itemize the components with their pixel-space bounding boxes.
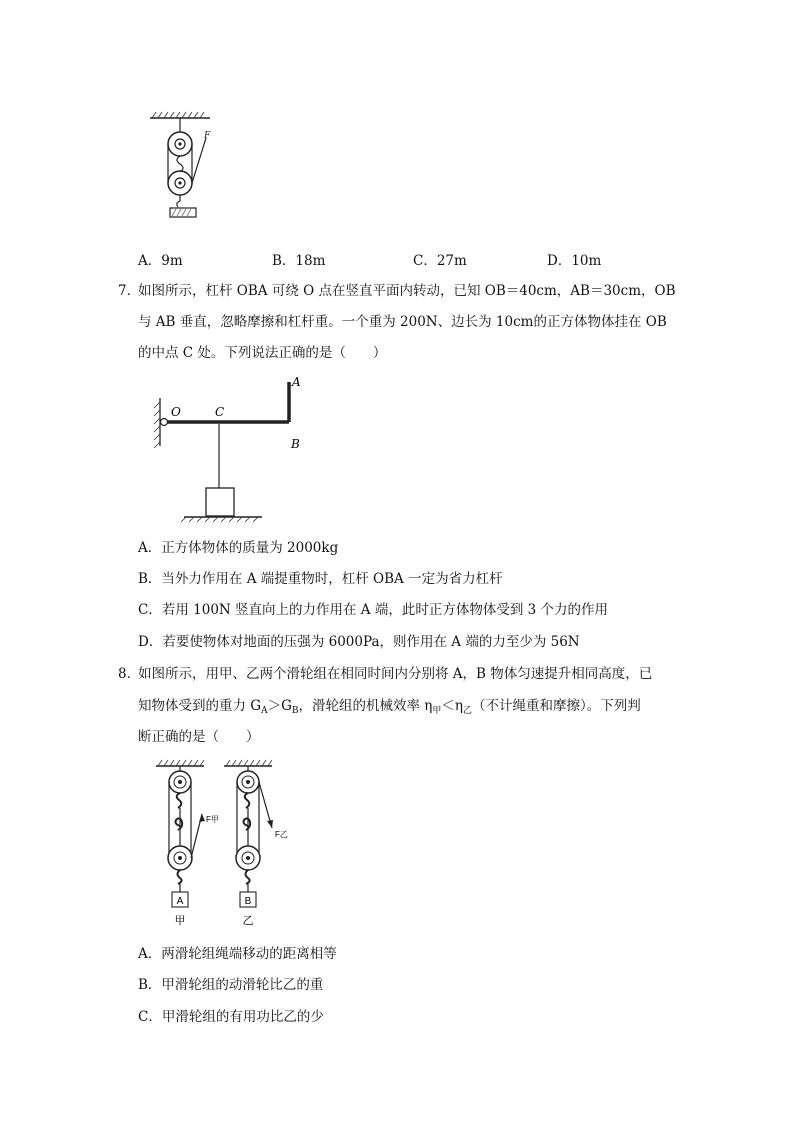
q8-force-right: F乙 — [275, 830, 288, 839]
q7-label-c: C — [215, 405, 225, 419]
q8-caption-right: 乙 — [242, 914, 254, 927]
q7-lever-figure — [150, 372, 310, 524]
q8-stem-line-1: 如图所示，用甲、乙两个滑轮组在相同时间内分别将 A，B 物体匀速提升相同高度，已 — [138, 666, 653, 682]
q7-label-b: B — [291, 437, 300, 451]
q8-option-c[interactable]: C．甲滑轮组的有用功比乙的少 — [138, 1009, 324, 1025]
q6-option-b[interactable]: B．18m — [272, 253, 326, 269]
q6-option-c[interactable]: C．27m — [413, 253, 467, 269]
q6-force-label: F — [204, 131, 211, 141]
q8-force-left: F甲 — [206, 815, 219, 824]
q7-stem-line-2: 与 AB 垂直，忽略摩擦和杠杆重。一个重为 200N、边长为 10cm的正方体物体挂在 OB — [138, 314, 667, 330]
q7-number: 7． — [118, 283, 141, 299]
q8-pulley-figure — [150, 758, 300, 930]
q7-option-b[interactable]: B．当外力作用在 A 端提重物时，杠杆 OBA 一定为省力杠杆 — [138, 571, 503, 587]
q8-stem-line-2: 知物体受到的重力 $G_A>G_B$，滑轮组的机械效率 $\eta_甲<\eta_乙$（不计绳重和摩擦）。下列判 — [138, 698, 641, 716]
q7-label-a: A — [292, 375, 301, 389]
q8-block-a: A — [176, 896, 184, 907]
q7-label-o: O — [171, 405, 181, 419]
q7-stem-line-1: 如图所示，杠杆 OBA 可绕 O 点在竖直平面内转动，已知 OB＝40cm，AB＝30cm，OB — [138, 283, 676, 299]
q8-stem-line-3: 断正确的是（ ） — [138, 729, 260, 745]
q8-block-b: B — [244, 896, 252, 907]
q6-option-a[interactable]: A．9m — [138, 253, 183, 269]
q8-option-a[interactable]: A．两滑轮组绳端移动的距离相等 — [138, 946, 337, 962]
q7-option-c[interactable]: C．若用 100N 竖直向上的力作用在 A 端，此时正方体物体受到 3 个力的作用 — [138, 602, 609, 618]
q7-option-a[interactable]: A．正方体物体的质量为 2000kg — [138, 540, 339, 556]
q8-option-b[interactable]: B．甲滑轮组的动滑轮比乙的重 — [138, 977, 324, 993]
q7-option-d[interactable]: D．若要使物体对地面的压强为 6000Pa，则作用在 A 端的力至少为 56N — [138, 634, 580, 650]
q7-stem-line-3: 的中点 C 处。下列说法正确的是（ ） — [138, 345, 387, 361]
q6-pulley-figure — [140, 112, 230, 224]
q8-caption-left: 甲 — [174, 914, 186, 927]
q8-number: 8． — [118, 666, 141, 682]
q6-option-d[interactable]: D．10m — [547, 253, 602, 269]
